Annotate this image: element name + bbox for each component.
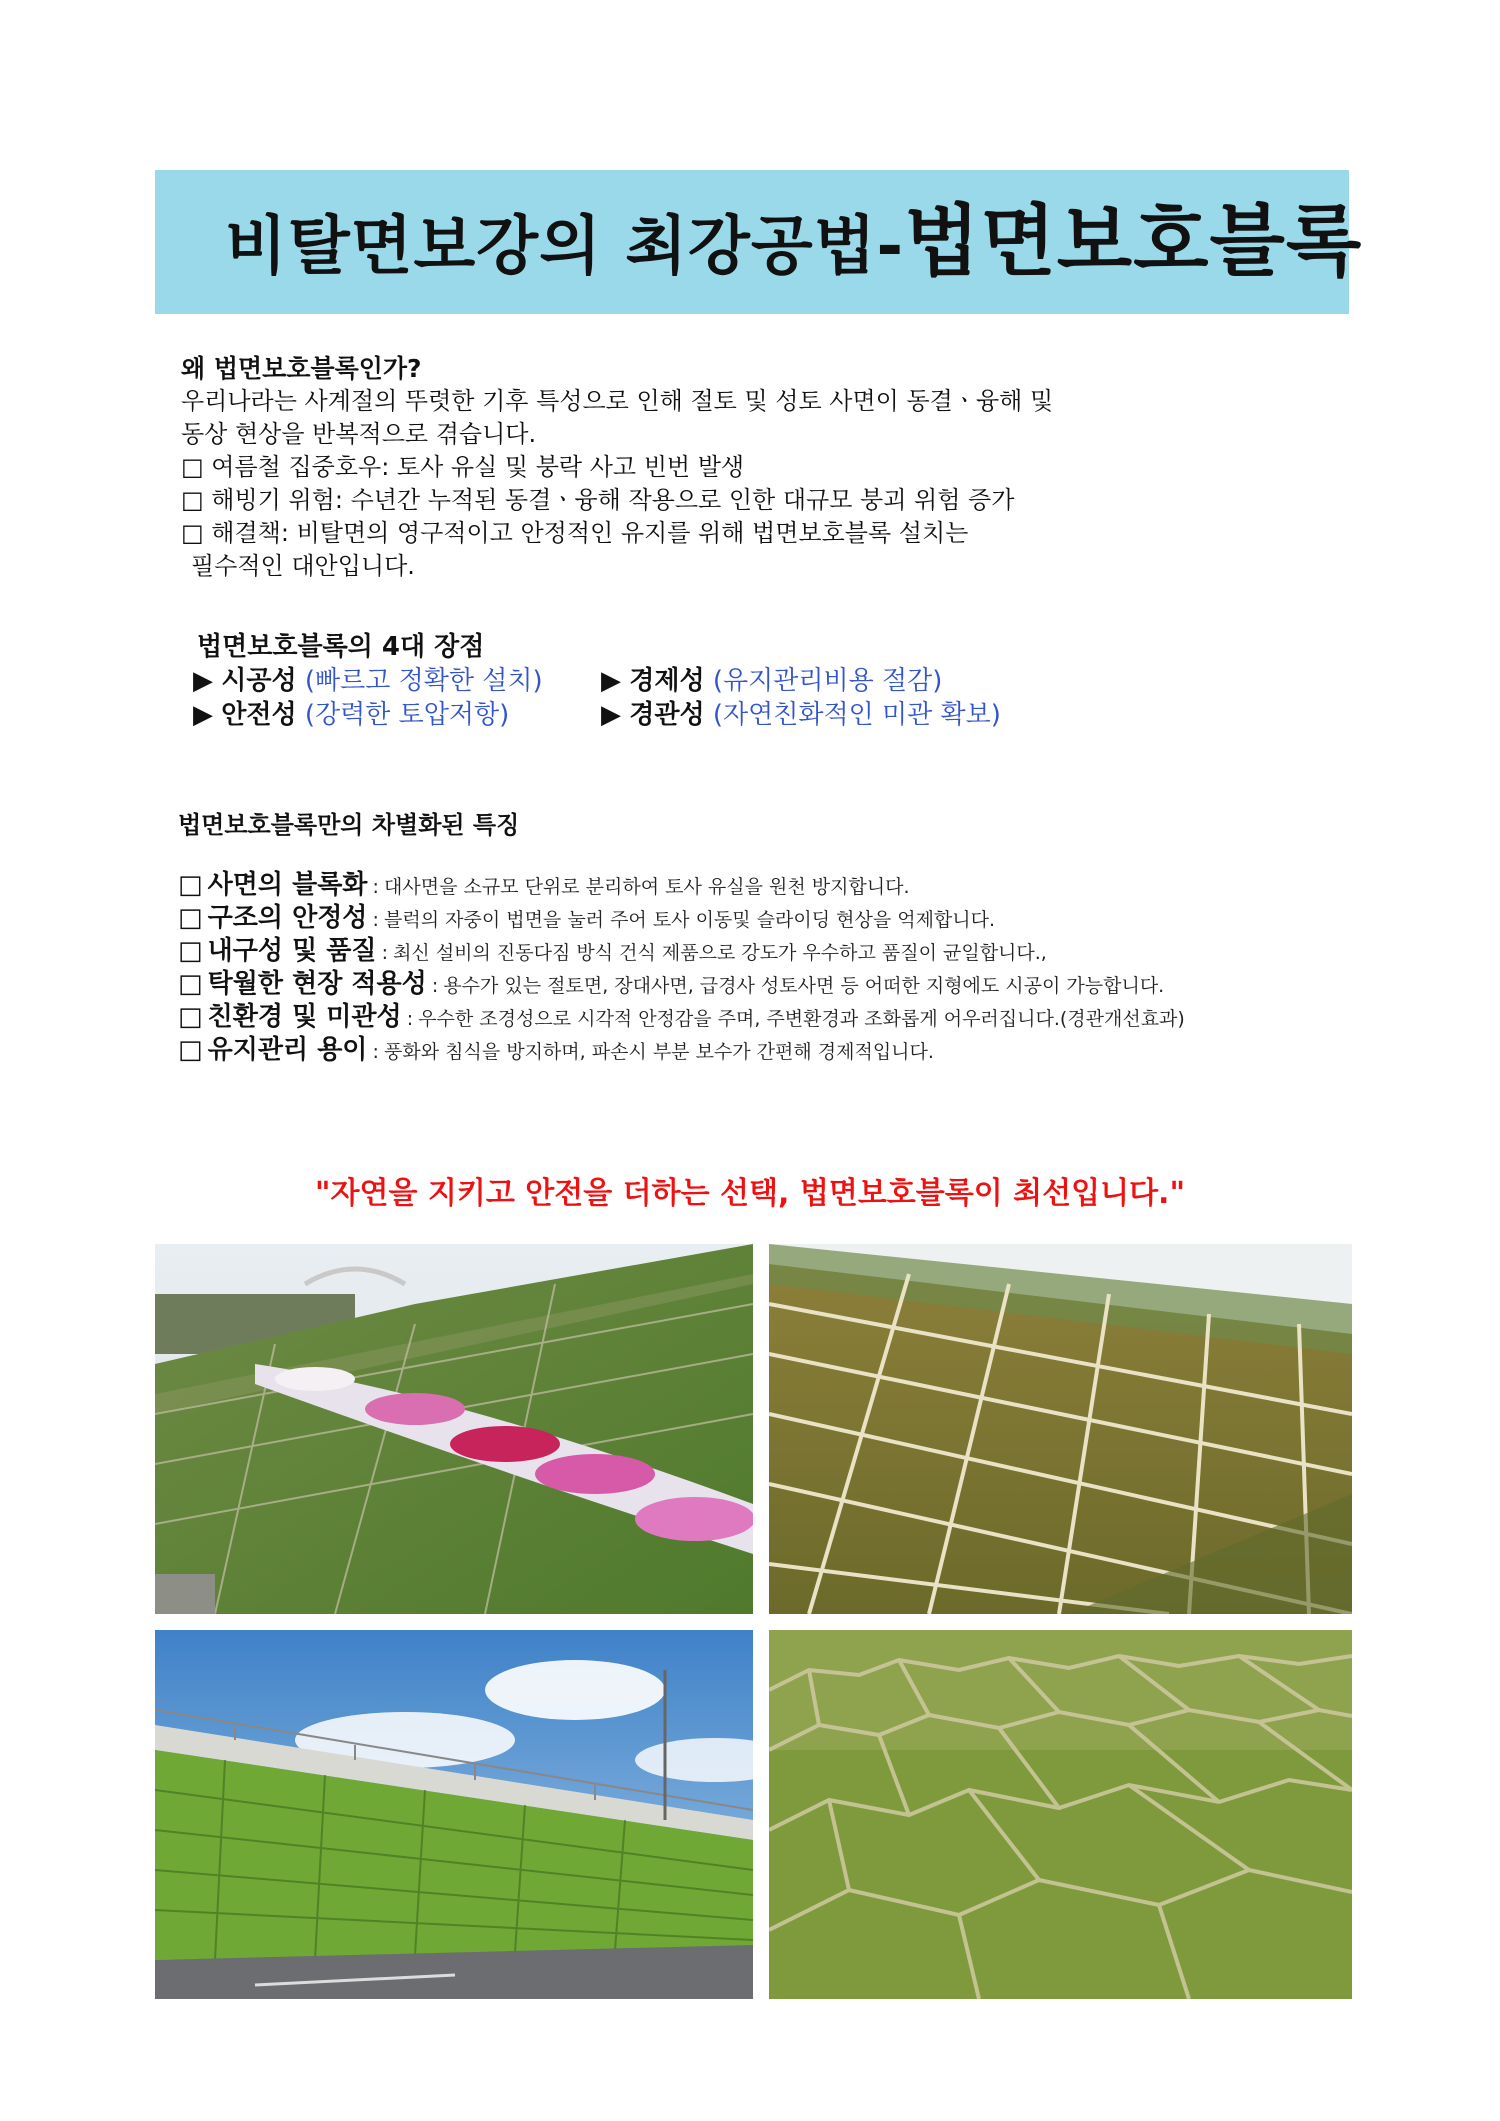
checkbox-icon: □ xyxy=(178,903,203,933)
intro-line-5: □ 해결책: 비탈면의 영구적이고 안정적인 유지를 위해 법면보호블록 설치는 xyxy=(181,519,969,547)
triangle-bullet-icon: ▶ xyxy=(601,666,621,696)
intro-line-6: 필수적인 대안입니다. xyxy=(191,552,415,580)
intro-line-2: 동상 현상을 반복적으로 겪습니다. xyxy=(181,420,537,448)
intro-section xyxy=(181,352,1301,583)
slogan: "자연을 지키고 안전을 더하는 선택, 법면보호블록이 최선입니다." xyxy=(314,1176,1186,1211)
triangle-bullet-icon: ▶ xyxy=(193,700,213,730)
triangle-bullet-icon: ▶ xyxy=(601,700,621,730)
advantage-item: ▶ 시공성 (빠르고 정확한 설치) xyxy=(193,666,543,696)
photo-hexagon-block-slope xyxy=(769,1630,1352,1999)
features-list xyxy=(178,869,1418,1067)
advantages-heading: 법면보호블록의 4대 장점 xyxy=(197,632,485,662)
features-heading: 법면보호블록만의 차별화된 특징 xyxy=(178,811,520,839)
advantages-row xyxy=(193,664,1193,698)
title-part-1: 비탈면보강의 최강공법- xyxy=(225,210,905,284)
checkbox-icon: □ xyxy=(178,969,203,999)
feature-item: □ 사면의 블록화 : 대사면을 소규모 단위로 분리하여 토사 유실을 원천 방지합니다. xyxy=(178,870,910,900)
page-title xyxy=(225,170,1362,314)
checkbox-icon: □ xyxy=(178,1002,203,1032)
photo-lattice-block-slope xyxy=(769,1244,1352,1614)
checkbox-icon: □ xyxy=(178,870,203,900)
feature-item: □ 유지관리 용이 : 풍화와 침식을 방지하며, 파손시 부분 보수가 간편해 경제적입니다. xyxy=(178,1035,934,1065)
intro-heading: 왜 법면보호블록인가? xyxy=(181,354,422,383)
feature-item: □ 내구성 및 품질 : 최신 설비의 진동다짐 방식 건식 제품으로 강도가 우수하고 품질이 균일합니다., xyxy=(178,936,1047,966)
advantage-item: ▶ 안전성 (강력한 토압저항) xyxy=(193,700,510,730)
feature-item: □ 구조의 안정성 : 블럭의 자중이 법면을 눌러 주어 토사 이동및 슬라이딩 현상을 억제합니다. xyxy=(178,903,996,933)
title-banner xyxy=(155,170,1363,314)
advantages-section xyxy=(193,630,1193,732)
checkbox-icon: □ xyxy=(178,1035,203,1065)
intro-line-1: 우리나라는 사계절의 뚜렷한 기후 특성으로 인해 절토 및 성토 사면이 동결ㆍ융해 및 xyxy=(181,387,1054,415)
title-part-2: 법면보호블록 xyxy=(904,197,1363,287)
feature-item: □ 친환경 및 미관성 : 우수한 조경성으로 시각적 안정감을 주며, 주변환경과 조화롭게 어우러집니다.(경관개선효과) xyxy=(178,1002,1185,1032)
intro-line-3: □ 여름철 집중호우: 토사 유실 및 붕락 사고 빈번 발생 xyxy=(181,453,745,481)
advantage-item: ▶ 경관성 (자연친화적인 미관 확보) xyxy=(601,700,1001,730)
checkbox-icon: □ xyxy=(178,936,203,966)
photo-roadside-block-slope xyxy=(155,1630,753,1999)
advantage-item: ▶ 경제성 (유지관리비용 절감) xyxy=(601,666,943,696)
triangle-bullet-icon: ▶ xyxy=(193,666,213,696)
intro-line-4: □ 해빙기 위험: 수년간 누적된 동결ㆍ융해 작용으로 인한 대규모 붕괴 위험 증가 xyxy=(181,486,1015,514)
advantages-row xyxy=(193,698,1193,732)
photo-slope-with-flowers xyxy=(155,1244,753,1614)
feature-item: □ 탁월한 현장 적용성 : 용수가 있는 절토면, 장대사면, 급경사 성토사면 등 어떠한 지형에도 시공이 가능합니다. xyxy=(178,969,1165,999)
